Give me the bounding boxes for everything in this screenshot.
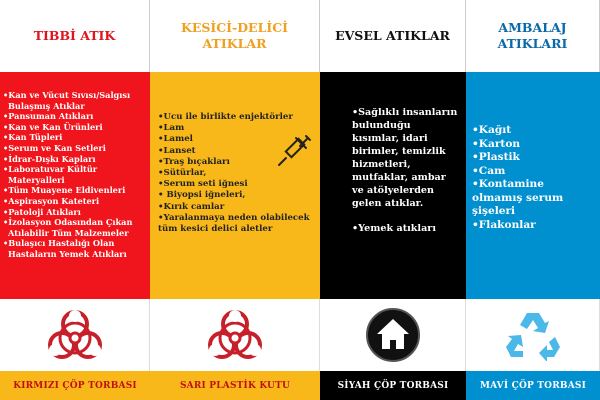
list-item: •Kağıt [472,124,512,136]
footer-label: SİYAH ÇÖP TORBASI [320,371,466,400]
list-item: •Sağlıklı insanların bulunduğu kısımlar, idari birimler, temizlik hizmetleri, mutfaklar, ambar ve atölyelerden gelen atıklar. [352,107,458,209]
footer-label: KIRMIZI ÇÖP TORBASI [0,371,150,400]
list-item: •Lamel [158,134,193,145]
list-item: •Yaralanmaya neden olabilecek tüm kesici delici aletler [158,212,310,235]
list-item: •Laboratuvar Kültür Materyalleri [3,164,98,185]
list-item: •Sütürlar, [158,168,207,179]
item-list [472,124,596,232]
column-body [320,72,466,299]
list-item: •Kontamine olmamış serum şişeleri [472,178,564,217]
list-item: •Serum ve Kan Setleri [3,142,106,153]
home-icon [365,307,421,363]
icon-cell [0,299,150,371]
list-item: •Karton [472,137,521,150]
list-item: •Lanset [158,145,196,156]
item-list [158,112,316,235]
list-item: •Lam [158,123,185,134]
column-sharps-waste [150,0,320,400]
list-item: •Serum seti iğnesi [158,179,248,190]
column-body [466,72,600,299]
list-item: •İzolasyon Odasından Çıkan Atılabilir Tüm Malzemeler [3,217,133,238]
list-item: •Kan Tüpleri [3,132,63,143]
list-item: •Yemek atıkları [352,223,436,234]
column-domestic-waste [320,0,466,400]
column-title: AMBALAJ ATIKLARI [466,0,600,72]
list-item: •Traş bıçakları [158,156,230,167]
list-item: •Kan ve Kan Ürünleri [3,121,103,132]
list-item: •Cam [472,164,506,177]
syringe-icon [276,132,312,168]
list-item: •Kırık camlar [158,201,225,212]
list-item: • Biyopsi iğneleri, [158,190,246,201]
column-medical-waste [0,0,150,400]
list-item: •Pansuman Atıkları [3,111,94,122]
footer-label: SARI PLASTİK KUTU [150,371,320,400]
list-item: •Patoloji Atıkları [3,206,81,217]
column-title: KESİCİ-DELİCİ ATIKLAR [150,0,320,72]
column-title: EVSEL ATIKLAR [320,0,466,72]
list-item: •Aspirasyon Kateteri [3,195,100,206]
biohazard-icon [43,304,107,366]
list-item: •İdrar-Dışkı Kapları [3,153,96,164]
item-list [352,106,460,235]
list-item: •Ucu ile birlikte enjektörler [158,112,293,122]
footer-label: MAVİ ÇÖP TORBASI [466,371,600,400]
list-item: •Bulaşıcı Hastalığı Olan Hastaların Yemek Atıkları [3,238,127,259]
list-item: •Plastik [472,151,520,163]
item-list [3,90,148,260]
icon-cell [320,299,466,371]
list-item: •Tüm Muayene Eldivenleri [3,185,126,196]
column-packaging-waste [466,0,600,400]
recycle-icon [505,309,561,361]
biohazard-icon [203,304,267,366]
column-body [0,72,150,299]
list-item: •Kan ve Vücut Sıvısı/Salgısı Bulaşmış Atıklar [3,90,131,111]
column-title: TIBBİ ATIK [0,0,150,72]
list-item: •Flakonlar [472,218,536,231]
icon-cell [466,299,600,371]
icon-cell [150,299,320,371]
column-body [150,72,320,299]
